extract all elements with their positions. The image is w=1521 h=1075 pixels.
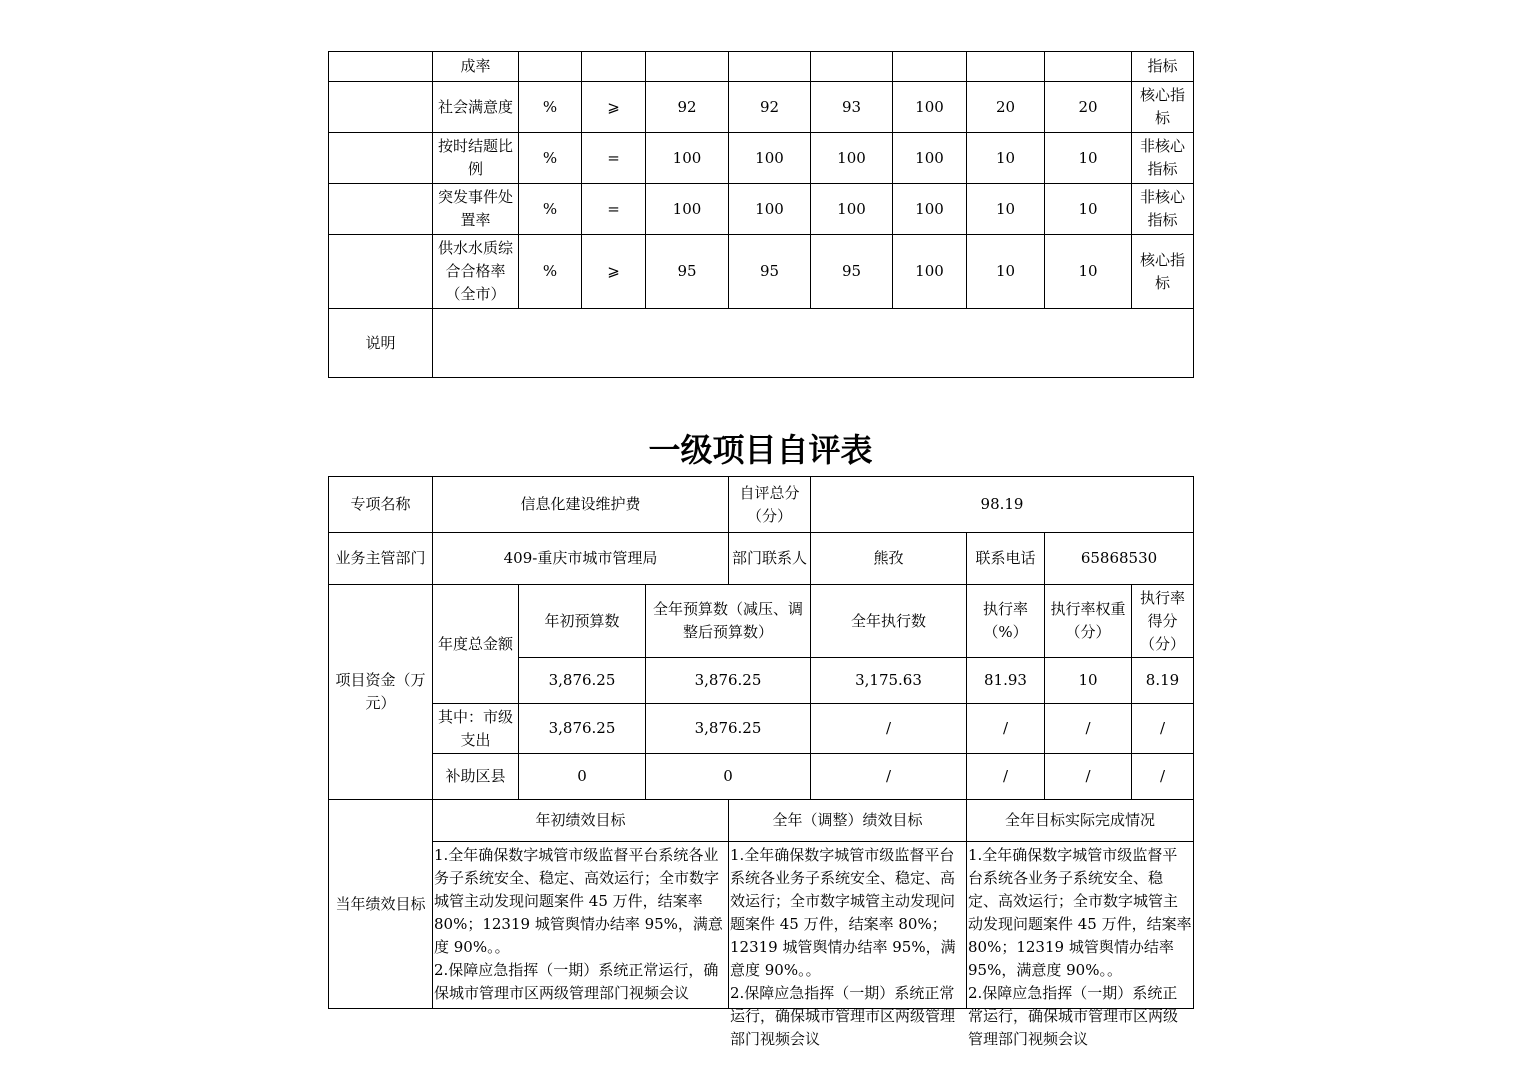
funds-label: 项目资金（万元） [329, 585, 433, 800]
funds-header-row [329, 585, 1194, 658]
col-adjusted-budget: 全年预算数（减压、调整后预算数） [646, 585, 811, 658]
col-exec-rate: 执行率（%） [967, 585, 1045, 658]
indicator-row: 供水水质综合合格率（全市） % ⩾ 95 95 95 100 10 10 核心指标 [329, 235, 1194, 309]
indicator-type: 指标 [1132, 52, 1194, 82]
funds-county-row: 补助区县 0 0 / / / / [329, 754, 1194, 800]
county-subsidy-label: 补助区县 [433, 754, 519, 800]
project-name: 信息化建设维护费 [433, 477, 729, 533]
phone-label: 联系电话 [967, 533, 1045, 585]
indicator-row [329, 52, 1194, 82]
indicator-row: 按时结题比例 % = 100 100 100 100 10 10 非核心指标 [329, 133, 1194, 184]
funds-city-row: 其中：市级支出 3,876.25 3,876.25 / / / / [329, 704, 1194, 754]
page-title: 一级项目自评表 [648, 431, 873, 469]
indicator-type: 核心指标 [1132, 82, 1194, 133]
goals-label: 当年绩效目标 [329, 800, 433, 1009]
indicator-name: 供水水质综合合格率（全市） [433, 235, 519, 309]
indicator-name: 社会满意度 [433, 82, 519, 133]
goal-adjusted-text: 1.全年确保数字城管市级监督平台系统各业务子系统安全、稳定、高效运行；全市数字城管主动发现问题案件 45 万件，结案率 80%；12319 城管舆情办结率 95%，满意度 90%。。 2.保障应急指挥（一期）系统正常运行，确保城市管理市区两级管理部门视频会议 [729, 842, 967, 1009]
note-row [329, 309, 1194, 378]
phone-value: 65868530 [1045, 533, 1194, 585]
project-name-label: 专项名称 [329, 477, 433, 533]
col-initial-budget: 年初预算数 [519, 585, 646, 658]
col-executed: 全年执行数 [811, 585, 967, 658]
note-label: 说明 [329, 309, 433, 378]
indicator-row: 社会满意度 % ⩾ 92 92 93 100 20 20 核心指标 [329, 82, 1194, 133]
contact-value: 熊孜 [811, 533, 967, 585]
indicator-table [328, 51, 1194, 378]
goal-adjusted-header: 全年（调整）绩效目标 [729, 800, 967, 842]
annual-total-label: 年度总金额 [433, 585, 519, 704]
self-evaluation-table [328, 476, 1194, 1048]
indicator-name: 按时结题比例 [433, 133, 519, 184]
col-rate-weight: 执行率权重（分） [1045, 585, 1132, 658]
goal-initial-text: 1.全年确保数字城管市级监督平台系统各业务子系统安全、稳定、高效运行；全市数字城管主动发现问题案件 45 万件，结案率 80%；12319 城管舆情办结率 95%，满意度 90%。。 2.保障应急指挥（一期）系统正常运行，确保城市管理市区两级管理部门视频会议 [433, 842, 729, 1009]
dept-value: 409-重庆市城市管理局 [433, 533, 729, 585]
contact-label: 部门联系人 [729, 533, 811, 585]
goal-actual-header: 全年目标实际完成情况 [967, 800, 1194, 842]
goals-header-row [329, 800, 1194, 842]
col-rate-score: 执行率得分（分） [1132, 585, 1194, 658]
indicator-type: 核心指标 [1132, 235, 1194, 309]
note-value [433, 309, 1194, 378]
indicator-name: 突发事件处置率 [433, 184, 519, 235]
indicator-row: 突发事件处置率 % = 100 100 100 100 10 10 非核心指标 [329, 184, 1194, 235]
goal-initial-header: 年初绩效目标 [433, 800, 729, 842]
indicator-type: 非核心指标 [1132, 133, 1194, 184]
dept-label: 业务主管部门 [329, 533, 433, 585]
indicator-name: 成率 [433, 52, 519, 82]
goals-content-row [329, 842, 1194, 1009]
indicator-type: 非核心指标 [1132, 184, 1194, 235]
city-spending-label: 其中：市级支出 [433, 704, 519, 754]
funds-total-row: 3,876.25 3,876.25 3,175.63 81.93 10 8.19 [329, 658, 1194, 704]
goal-actual-text: 1.全年确保数字城管市级监督平台系统各业务子系统安全、稳定、高效运行；全市数字城管主动发现问题案件 45 万件，结案率 80%；12319 城管舆情办结率 95%，满意度 90%。。 2.保障应急指挥（一期）系统正常运行，确保城市管理市区两级管理部门视频会议 [967, 842, 1194, 1009]
total-score-label: 自评总分（分） [729, 477, 811, 533]
total-score: 98.19 [811, 477, 1194, 533]
project-name-row [329, 477, 1194, 533]
department-row [329, 533, 1194, 585]
